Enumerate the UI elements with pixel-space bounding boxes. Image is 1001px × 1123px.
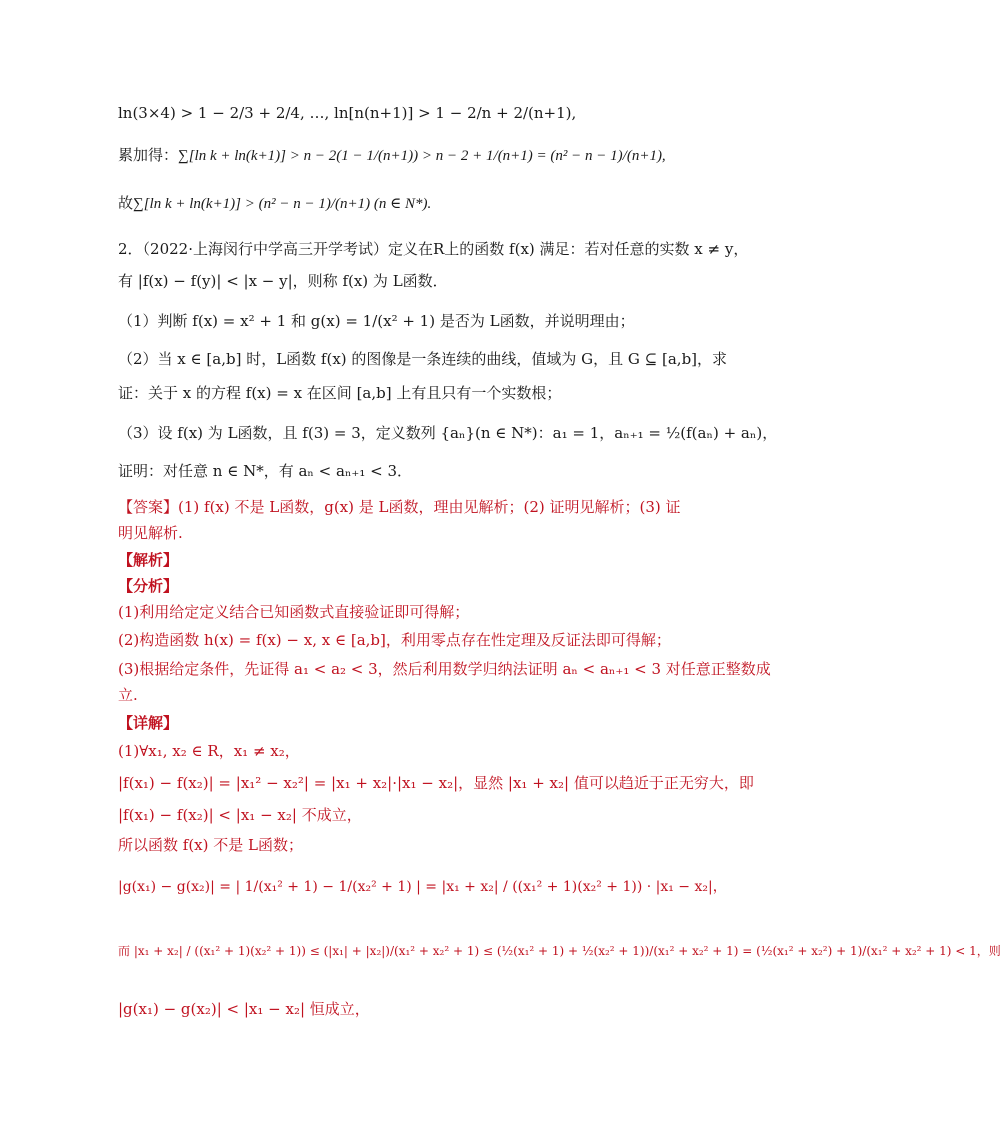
answer-line: 【答案】(1) f(x) 不是 L函数，g(x) 是 L函数，理由见解析；(2) 证明见解析；(3) 证 <box>118 498 681 516</box>
label: 累加得： <box>118 146 179 164</box>
detail-line: |g(x₁) − g(x₂)| < |x₁ − x₂| 恒成立， <box>118 1000 370 1018</box>
text-line <box>118 192 431 215</box>
detail-line: |f(x₁) − f(x₂)| = |x₁² − x₂²| = |x₁ + x₂|·|x₁ − x₂|，显然 |x₁ + x₂| 值可以趋近于正无穷大，即 <box>118 774 754 792</box>
detail-line: (1)∀x₁, x₂ ∈ R，x₁ ≠ x₂， <box>118 742 300 760</box>
text-line: ln(3×4) > 1 − 2/3 + 2/4, …, ln[n(n+1)] > 1 − 2/n + 2/(n+1), <box>118 104 577 122</box>
question-title: 2．（2022·上海闵行中学高三开学考试）定义在R上的函数 f(x) 满足：若对任意的实数 x ≠ y， <box>118 240 749 258</box>
text-line: 有 |f(x) − f(y)| < |x − y|，则称 f(x) 为 L函数． <box>118 272 448 290</box>
analysis-line: (2)构造函数 h(x) = f(x) − x, x ∈ [a,b]，利用零点存在性定理及反证法即可得解； <box>118 631 671 649</box>
section-heading: 【详解】 <box>118 714 179 732</box>
formula: ∑[ln k + ln(k+1)] > (n² − n − 1)/(n+1) (n ∈ N*). <box>133 196 432 212</box>
text-line: （2）当 x ∈ [a,b] 时，L函数 f(x) 的图像是一条连续的曲线，值域为 G，且 G ⊆ [a,b]，求 <box>118 350 728 368</box>
analysis-line: (1)利用给定定义结合已知函数式直接验证即可得解； <box>118 603 470 621</box>
section-heading: 【分析】 <box>118 577 179 595</box>
answer-line: 明见解析. <box>118 524 183 542</box>
text-line: 证：关于 x 的方程 f(x) = x 在区间 [a,b] 上有且只有一个实数根； <box>118 384 562 402</box>
detail-line: |g(x₁) − g(x₂)| = | 1/(x₁² + 1) − 1/(x₂² + 1) | = |x₁ + x₂| / ((x₁² + 1)(x₂² + 1)) · |x₁ − x₂|， <box>118 879 727 895</box>
detail-line: |f(x₁) − f(x₂)| < |x₁ − x₂| 不成立， <box>118 806 362 824</box>
detail-line: 所以函数 f(x) 不是 L函数； <box>118 836 303 854</box>
text-line: （1）判断 f(x) = x² + 1 和 g(x) = 1/(x² + 1) 是否为 L函数，并说明理由； <box>118 312 635 330</box>
section-heading: 【解析】 <box>118 551 179 569</box>
analysis-line: (3)根据给定条件，先证得 a₁ < a₂ < 3，然后利用数学归纳法证明 aₙ < aₙ₊₁ < 3 对任意正整数成 <box>118 660 771 678</box>
text-line <box>118 144 666 167</box>
formula: ∑[ln k + ln(k+1)] > n − 2(1 − 1/(n+1)) > n − 2 + 1/(n+1) = (n² − n − 1)/(n+1), <box>178 148 666 164</box>
text-line: 证明：对任意 n ∈ N*，有 aₙ < aₙ₊₁ < 3． <box>118 462 413 480</box>
label: 故 <box>118 194 134 212</box>
detail-line: 而 |x₁ + x₂| / ((x₁² + 1)(x₂² + 1)) ≤ (|x₁| + |x₂|)/(x₁² + x₂² + 1) ≤ (½(x₁² + 1) + ½(x₂² + 1))/(x₁² + x₂² + 1) = (½(x₁² + x₂²) + 1)/(x₁² + x₂² + 1) < 1，则 <box>118 944 1001 958</box>
analysis-line: 立. <box>118 686 138 704</box>
text-line: （3）设 f(x) 为 L函数，且 f(3) = 3，定义数列 {aₙ}(n ∈ N*)：a₁ = 1，aₙ₊₁ = ½(f(aₙ) + aₙ)， <box>118 424 778 442</box>
